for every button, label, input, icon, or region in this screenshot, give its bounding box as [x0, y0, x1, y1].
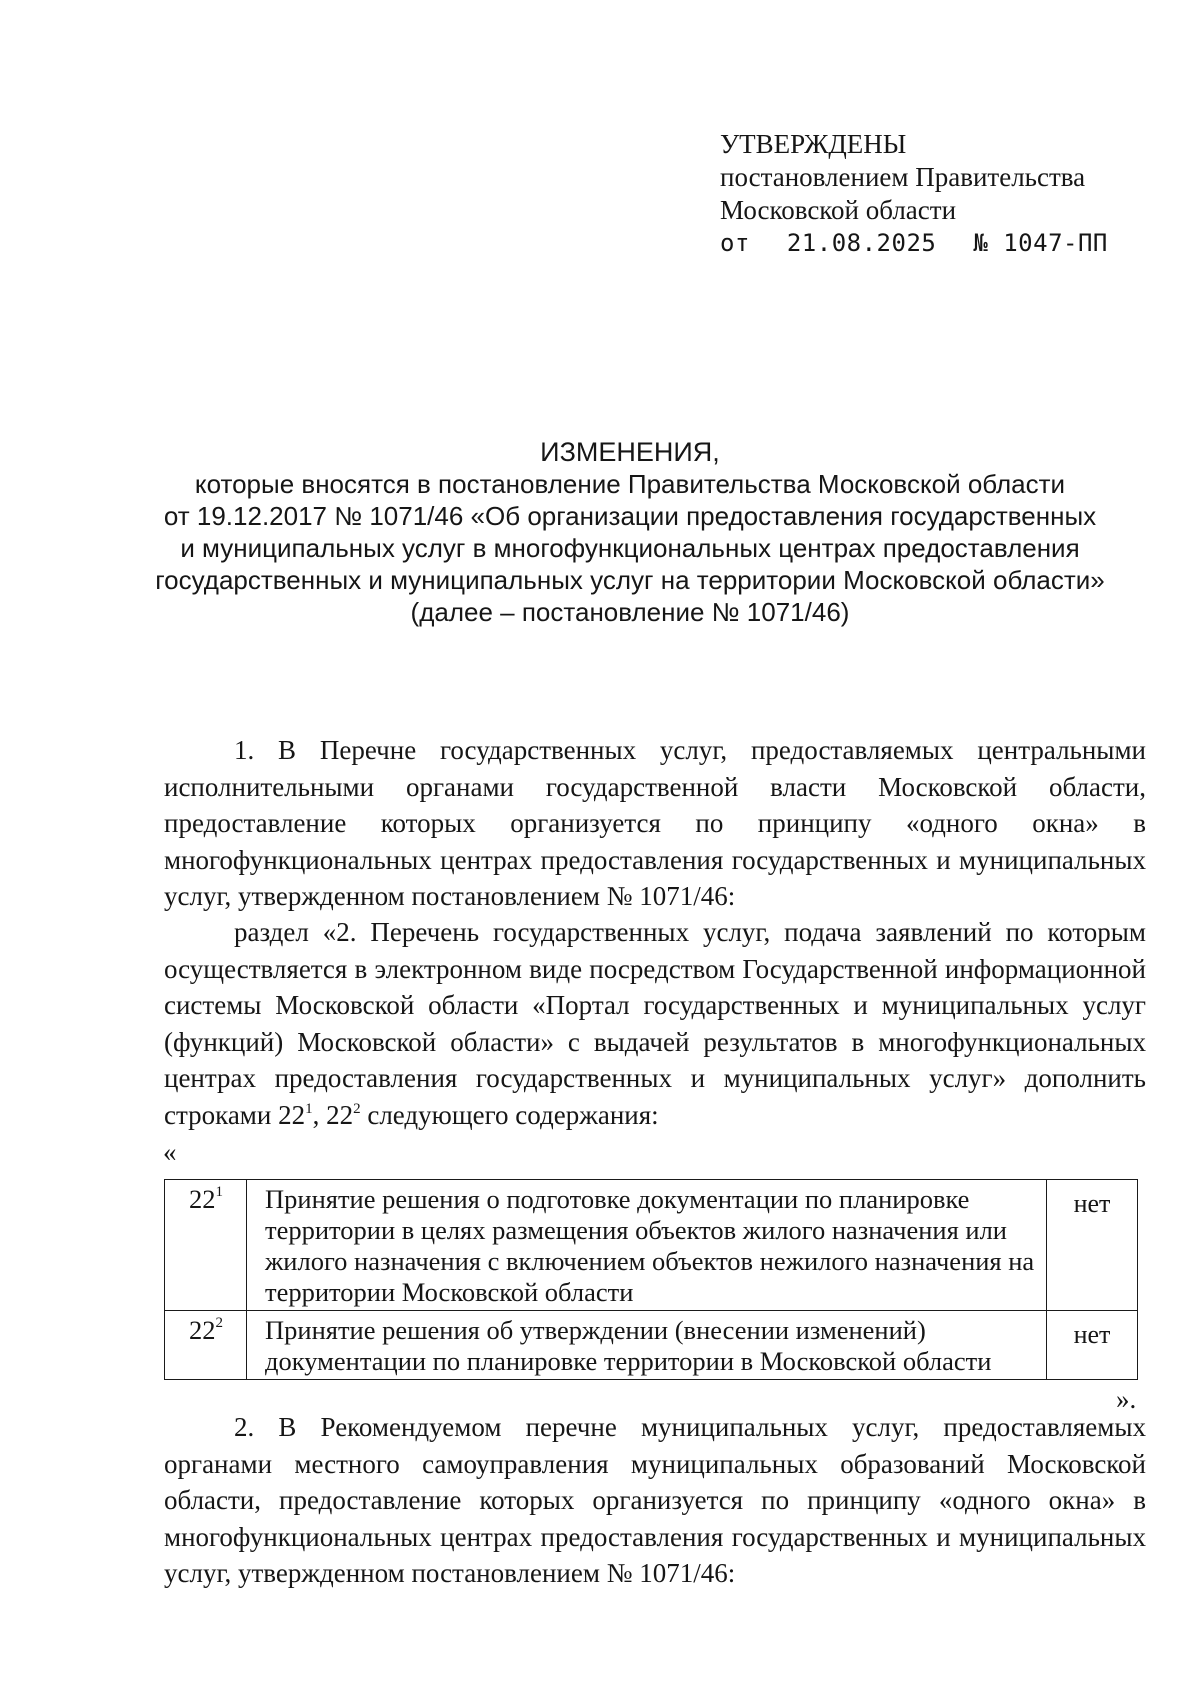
row-sep: , 22 — [312, 1099, 354, 1130]
opening-quote: « — [163, 1137, 177, 1167]
approval-date-prefix: от — [720, 229, 750, 257]
inserted-rows-table — [164, 1179, 1138, 1380]
section-2-paragraph — [164, 1409, 1146, 1592]
section-1-sub-text: раздел «2. Перечень государственных услуг, подача заявлений по которым осуществляется в электронном виде посредством Государственной информационной системы Московской области «Портал государственных и муниципальных услуг (функций) Московской области» с выдачей результатов в многофункциональных центрах предоставления государственных и муниципальных услуг» дополнить строками 22 — [164, 917, 1146, 1130]
row-sup-2: 2 — [353, 1100, 361, 1117]
row-description: Принятие решения об утверждении (внесении изменений) документации по планировке территории в Московской области — [247, 1311, 1047, 1380]
closing-quote: ». — [1116, 1384, 1137, 1414]
document-heading — [140, 436, 1120, 628]
table-row — [165, 1180, 1138, 1311]
section-1-text: 1. В Перечне государственных услуг, предоставляемых центральными исполнительными органами государственной власти Московской области, предоставление которых организуется по принципу «одного окна» в многофункциональных центрах предоставления государственных и муниципальных услуг, утвержденном постановлением № 1071/46: — [164, 735, 1146, 911]
row-number: 22 — [189, 1315, 216, 1345]
heading-line: и муниципальных услуг в многофункциональных центрах предоставления — [180, 533, 1080, 563]
heading-line: которые вносятся в постановление Правительства Московской области — [194, 469, 1066, 499]
row-description: Принятие решения о подготовке документации по планировке территории в целях размещения объектов жилого назначения или жилого назначения с включением объектов нежилого назначения на территории Московской области — [247, 1180, 1047, 1311]
section-1-sub-tail: следующего содержания: — [360, 1099, 659, 1130]
approval-date-line — [720, 227, 1108, 260]
row-number-sup: 2 — [215, 1315, 223, 1331]
section-2-text: 2. В Рекомендуемом перечне муниципальных услуг, предоставляемых органами местного самоуправления муниципальных образований Московской области, предоставление которых организуется по принципу «одного окна» в многофункциональных центрах предоставления государственных и муниципальных услуг, утвержденном постановлением № 1071/46: — [164, 1412, 1146, 1588]
row-number: 22 — [189, 1184, 216, 1214]
section-1-sub-paragraph — [164, 914, 1146, 1133]
approval-title: УТВЕРЖДЕНЫ — [720, 129, 907, 159]
approval-number-prefix: № — [973, 229, 989, 257]
row-number-cell — [165, 1180, 247, 1311]
row-flag: нет — [1047, 1311, 1138, 1380]
row-number-cell — [165, 1311, 247, 1380]
approval-number: 1047-ПП — [1003, 229, 1108, 257]
row-sup-1: 1 — [305, 1100, 313, 1117]
table-row — [165, 1311, 1138, 1380]
row-flag: нет — [1047, 1180, 1138, 1311]
approval-line-2: Московской области — [720, 195, 957, 225]
heading-line: (далее – постановление № 1071/46) — [410, 597, 850, 627]
heading-line: государственных и муниципальных услуг на территории Московской области» — [155, 565, 1105, 595]
heading-line: от 19.12.2017 № 1071/46 «Об организации предоставления государственных — [163, 501, 1097, 531]
row-number-sup: 1 — [215, 1184, 223, 1200]
approval-date: 21.08.2025 — [786, 229, 937, 257]
section-1-paragraph — [164, 732, 1146, 915]
approval-block — [720, 128, 1108, 260]
heading-title: ИЗМЕНЕНИЯ, — [540, 437, 720, 467]
approval-line-1: постановлением Правительства — [720, 162, 1086, 192]
